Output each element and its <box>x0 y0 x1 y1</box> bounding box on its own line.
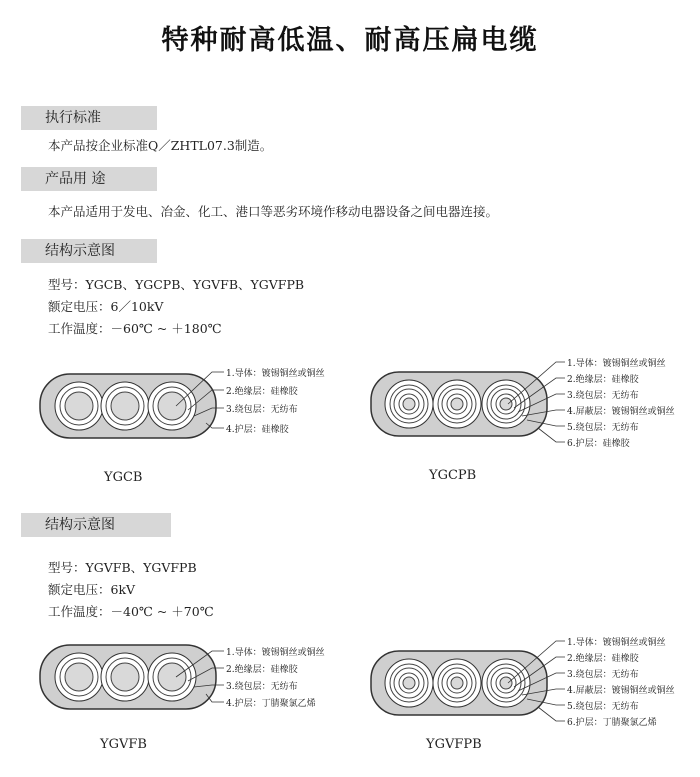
label-ygvfb-1: 1.导体：镀锡铜丝或铜丝 <box>226 648 325 658</box>
label-ygcb-2: 2.绝缘层：硅橡胶 <box>226 387 298 397</box>
label-ygvfb-3: 3.绕包层：无纺布 <box>226 682 298 692</box>
section-heading-structure-2: 结构示意图 <box>21 513 171 537</box>
label-ygcb-3: 3.绕包层：无纺布 <box>226 405 298 415</box>
usage-text: 本产品适用于发电、冶金、化工、港口等恶劣环境作移动电器设备之间电器连接。 <box>48 204 499 219</box>
label-ygcb-1: 1.导体：镀锡铜丝或铜丝 <box>226 369 325 379</box>
label-ygcpb-1: 1.导体：镀锡铜丝或铜丝 <box>567 359 666 369</box>
label-ygcpb-3: 3.绕包层：无纺布 <box>567 391 639 401</box>
label-ygvfb-2: 2.绝缘层：硅橡胶 <box>226 665 298 675</box>
label-ygcb-4: 4.护层：硅橡胶 <box>226 425 289 435</box>
section-heading-standard: 执行标准 <box>21 106 157 130</box>
label-ygcpb-5: 5.绕包层：无纺布 <box>567 423 639 433</box>
caption-ygcpb: YGCPB <box>429 468 477 483</box>
cable-diagram-ygvfpb <box>371 636 675 728</box>
spec-model-2: 型号：YGVFB、YGVFPB <box>48 560 197 575</box>
standard-text: 本产品按企业标准Q／ZHTL07.3制造。 <box>48 138 273 153</box>
label-ygcpb-6: 6.护层：硅橡胶 <box>567 439 630 449</box>
label-ygvfpb-6: 6.护层：丁腈聚氯乙烯 <box>567 718 657 728</box>
cable-diagram-ygcb <box>40 367 325 438</box>
section-heading-structure-1: 结构示意图 <box>21 239 157 263</box>
spec-model-1: 型号：YGCB、YGCPB、YGVFB、YGVFPB <box>48 277 305 292</box>
caption-ygvfb: YGVFB <box>100 737 147 752</box>
label-ygvfpb-1: 1.导体：镀锡铜丝或铜丝 <box>567 638 666 648</box>
caption-ygvfpb: YGVFPB <box>426 737 482 752</box>
label-ygcpb-2: 2.绝缘层：硅橡胶 <box>567 375 639 385</box>
spec-voltage-2: 额定电压：6kV <box>48 582 136 597</box>
spec-temperature-2: 工作温度：－40℃ ~ ＋70℃ <box>48 604 214 619</box>
spec-temperature-1: 工作温度：－60℃ ~ ＋180℃ <box>48 321 222 336</box>
section-heading-usage: 产品用 途 <box>21 167 157 191</box>
spec-voltage-1: 额定电压：6／10kV <box>48 299 164 314</box>
label-ygvfpb-4: 4.屏蔽层：镀锡铜丝或铜丝 <box>567 686 675 696</box>
cable-diagram-ygvfb <box>40 645 325 709</box>
label-ygvfpb-5: 5.绕包层：无纺布 <box>567 702 639 712</box>
label-ygvfb-4: 4.护层：丁腈聚氯乙烯 <box>226 699 316 709</box>
page-title: 特种耐高低温、耐高压扁电缆 <box>161 25 539 56</box>
cable-diagram-ygcpb <box>371 357 675 449</box>
caption-ygcb: YGCB <box>104 470 143 485</box>
label-ygcpb-4: 4.屏蔽层：镀锡铜丝或铜丝 <box>567 407 675 417</box>
label-ygvfpb-3: 3.绕包层：无纺布 <box>567 670 639 680</box>
label-ygvfpb-2: 2.绝缘层：硅橡胶 <box>567 654 639 664</box>
